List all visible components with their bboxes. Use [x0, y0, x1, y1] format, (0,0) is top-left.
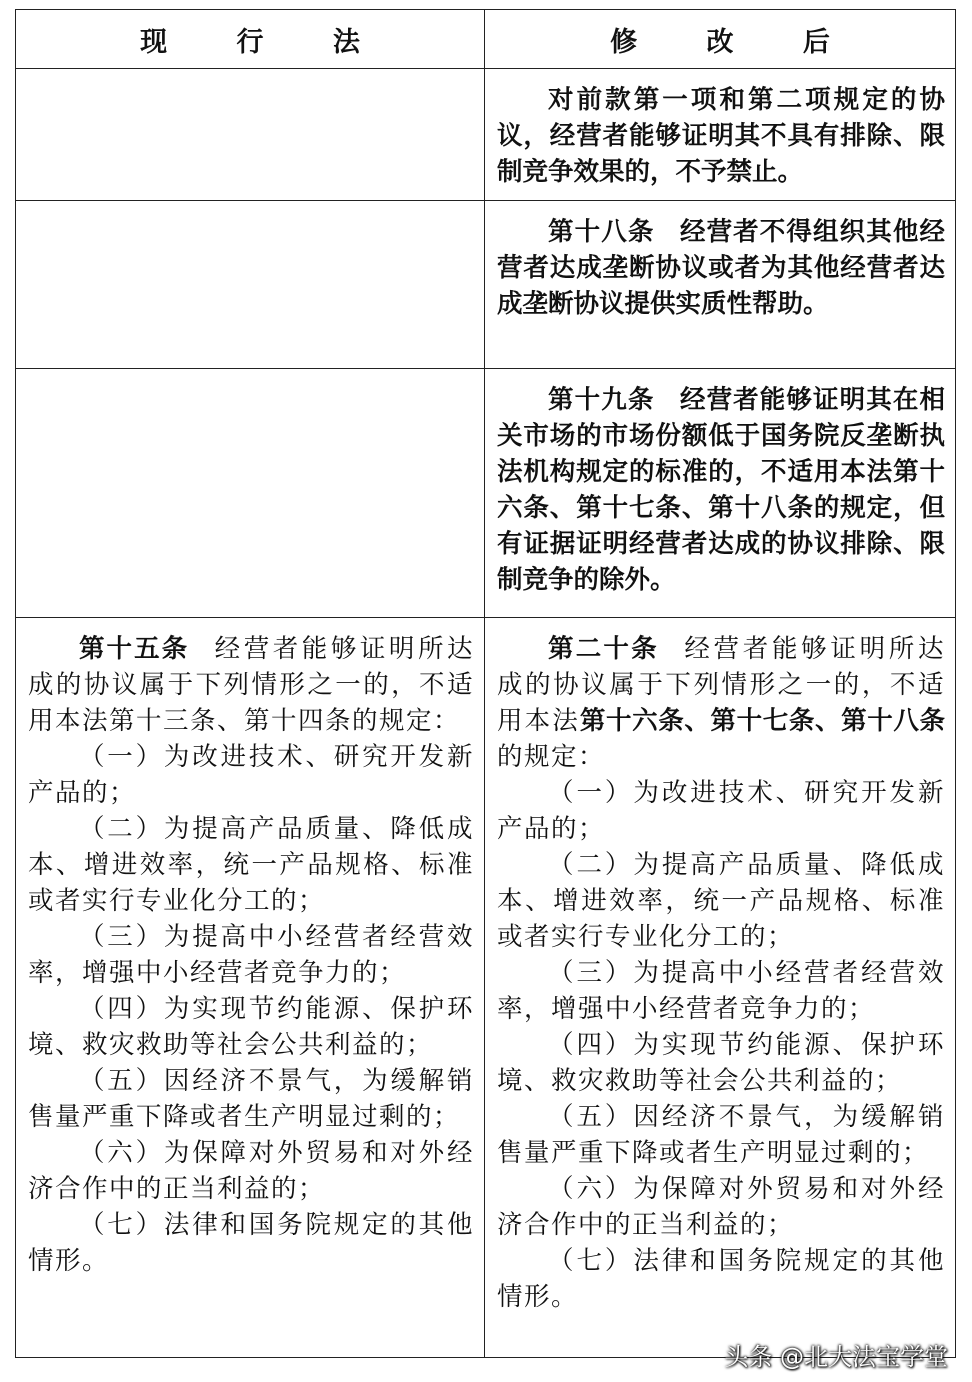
left-cell-empty [16, 369, 485, 618]
list-item: （四）为实现节约能源、保护环境、救灾救助等社会公共利益的； [28, 994, 474, 1060]
table-row [16, 618, 956, 1358]
article-number: 第十五条 [79, 634, 190, 664]
article-text: 经营者能够证明所达成的协议属于下列情形之一的，不适用本法第十三条、第十四条的规定： [28, 634, 474, 736]
left-cell [16, 618, 485, 1358]
header-current-law: 现 行 法 [16, 10, 485, 69]
table-header-row [16, 10, 956, 69]
article-number: 第二十条 [548, 634, 659, 664]
table-row [16, 201, 956, 369]
article-text: 经营者不得组织其他经营者达成垄断协议或者为其他经营者达成垄断协议提供实质性帮助。 [497, 217, 945, 319]
list-item: （三）为提高中小经营者经营效率，增强中小经营者竞争力的； [28, 922, 474, 988]
table-row [16, 69, 956, 201]
article-text: 的规定： [497, 742, 606, 772]
list-item: （五）因经济不景气，为缓解销售量严重下降或者生产明显过剩的； [497, 1102, 945, 1168]
list-item: （一）为改进技术、研究开发新产品的； [497, 778, 945, 844]
paragraph: 对前款第一项和第二项规定的协议，经营者能够证明其不具有排除、限制竞争效果的，不予禁止。 [497, 85, 945, 187]
left-cell-empty [16, 69, 485, 201]
list-item: （二）为提高产品质量、降低成本、增进效率，统一产品规格、标准或者实行专业化分工的； [497, 850, 945, 952]
list-item: （七）法律和国务院规定的其他情形。 [28, 1210, 474, 1276]
paragraph [497, 382, 945, 598]
article-text-bold: 第十六条、第十七条、第十八条 [579, 706, 945, 736]
list-item: （一）为改进技术、研究开发新产品的； [28, 742, 474, 808]
list-item: （四）为实现节约能源、保护环境、救灾救助等社会公共利益的； [497, 1030, 945, 1096]
right-cell [485, 618, 956, 1358]
list-item: （七）法律和国务院规定的其他情形。 [497, 1246, 945, 1312]
header-amended: 修 改 后 [485, 10, 956, 69]
article-number: 第十九条 [548, 385, 655, 415]
right-cell [485, 69, 956, 201]
list-item: （六）为保障对外贸易和对外经济合作中的正当利益的； [497, 1174, 945, 1240]
article-number: 第十八条 [548, 217, 655, 247]
list-item: （五）因经济不景气，为缓解销售量严重下降或者生产明显过剩的； [28, 1066, 474, 1132]
comparison-table [15, 9, 956, 1358]
left-cell-empty [16, 201, 485, 369]
paragraph [497, 214, 945, 322]
table-row [16, 369, 956, 618]
watermark: 头条 @北大法宝学堂 [724, 1343, 948, 1371]
paragraph [497, 631, 945, 775]
list-item: （六）为保障对外贸易和对外经济合作中的正当利益的； [28, 1138, 474, 1204]
paragraph [28, 631, 474, 739]
article-text: 经营者能够证明所达成的协议属于下列情形之一的，不适用本法 [497, 634, 945, 736]
list-item: （三）为提高中小经营者经营效率，增强中小经营者竞争力的； [497, 958, 945, 1024]
right-cell [485, 201, 956, 369]
list-item: （二）为提高产品质量、降低成本、增进效率，统一产品规格、标准或者实行专业化分工的； [28, 814, 474, 916]
right-cell [485, 369, 956, 618]
article-text: 经营者能够证明其在相关市场的市场份额低于国务院反垄断执法机构规定的标准的，不适用本法第十六条、第十七条、第十八条的规定，但有证据证明经营者达成的协议排除、限制竞争的除外。 [497, 385, 945, 595]
